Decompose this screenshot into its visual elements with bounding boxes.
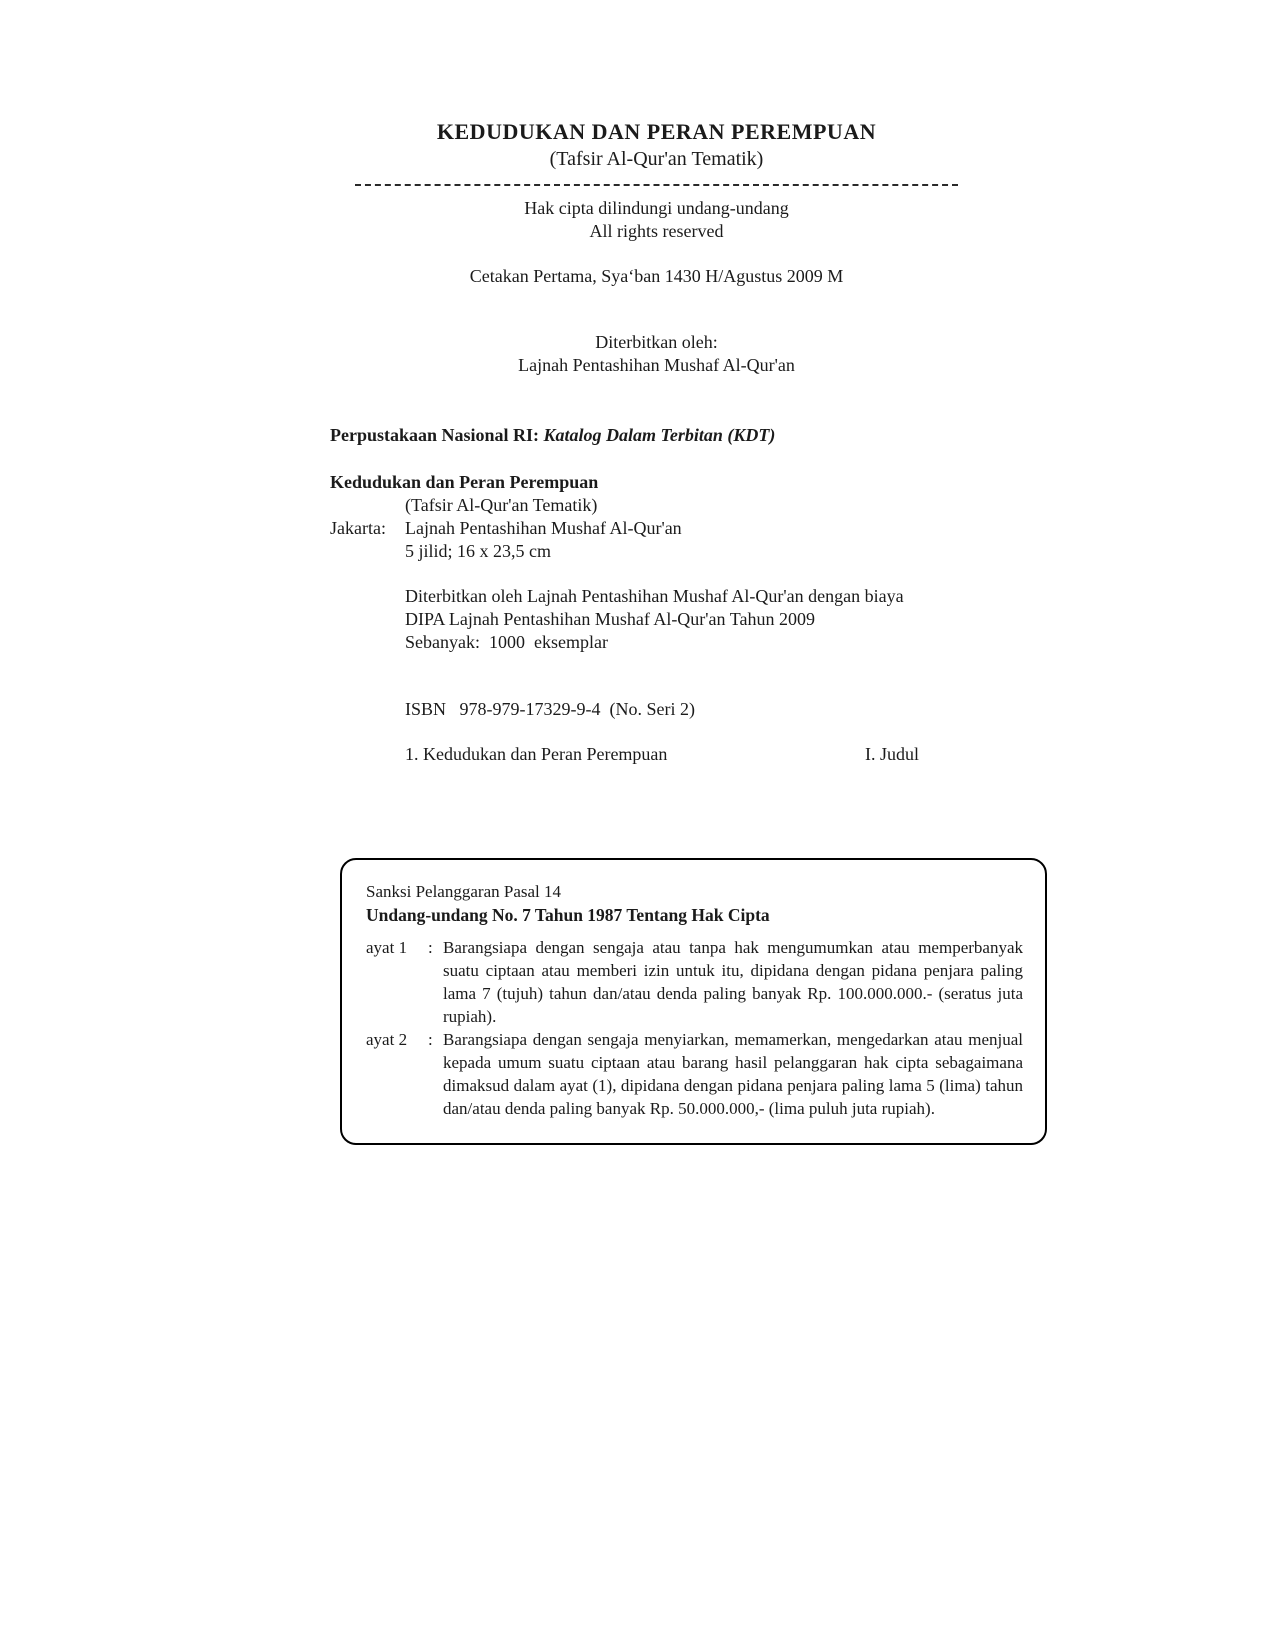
isbn-line: ISBN 978-979-17329-9-4 (No. Seri 2) <box>405 699 695 719</box>
kdt-heading-title: Katalog Dalam Terbitan (KDT) <box>543 425 776 445</box>
clause-separator: : <box>428 1030 433 1049</box>
catalog-city-row <box>330 517 990 540</box>
publisher-name: Lajnah Pentashihan Mushaf Al-Qur'an <box>518 355 795 375</box>
sanction-box <box>340 858 1047 1145</box>
title-block <box>355 118 958 377</box>
page-subtitle: (Tafsir Al-Qur'an Tematik) <box>549 148 764 170</box>
clause-text: Barangsiapa dengan sengaja menyiarkan, memamerkan, mengedarkan atau menjual kepada umum suatu ciptaan atau barang hasil pelanggaran hak cipta sebagaimana dimaksud dalam ayat (1), dipidana dengan pidana penjara paling lama 5 (lima) tahun dan/atau denda paling banyak Rp. 50.000.000,- (lima puluh juta rupiah). <box>443 1030 1023 1118</box>
catalog-entry-subject: 1. Kedudukan dan Peran Perempuan <box>405 744 668 764</box>
kdt-heading-label: Perpustakaan Nasional RI: <box>330 425 544 445</box>
sanction-heading-line2: Undang-undang No. 7 Tahun 1987 Tentang Hak Cipta <box>366 905 770 925</box>
publisher-label: Diterbitkan oleh: <box>595 332 718 352</box>
clause-label: ayat 2 <box>366 1030 408 1049</box>
catalog-entry-title: I. Judul <box>865 744 919 764</box>
catalog-funding <box>330 585 990 654</box>
catalog-book-subtitle: (Tafsir Al-Qur'an Tematik) <box>405 495 598 515</box>
copyright-notice-id: Hak cipta dilindungi undang-undang <box>524 198 789 218</box>
catalog-copies: Sebanyak: 1000 eksemplar <box>405 632 608 652</box>
catalog-city-publisher: Lajnah Pentashihan Mushaf Al-Qur'an <box>405 518 682 538</box>
sanction-heading-line1: Sanksi Pelanggaran Pasal 14 <box>366 882 561 901</box>
clause-label: ayat 1 <box>366 938 408 957</box>
catalog-entry-row <box>330 743 990 766</box>
catalog-block <box>330 424 990 766</box>
catalog-volumes: 5 jilid; 16 x 23,5 cm <box>405 541 551 561</box>
catalog-city-label: Jakarta: <box>330 518 386 538</box>
sanction-clause-list <box>366 936 1023 1120</box>
sanction-clause-row <box>366 1028 1023 1120</box>
copyright-notice-en: All rights reserved <box>589 221 724 241</box>
page-title: KEDUDUKAN DAN PERAN PEREMPUAN <box>436 119 877 144</box>
catalog-funding-line1: Diterbitkan oleh Lajnah Pentashihan Mushaf Al-Qur'an dengan biaya <box>405 586 904 606</box>
divider-dashed-line <box>355 184 958 186</box>
clause-separator: : <box>428 938 433 957</box>
catalog-funding-line2: DIPA Lajnah Pentashihan Mushaf Al-Qur'an Tahun 2009 <box>405 609 815 629</box>
edition-line: Cetakan Pertama, Sya‘ban 1430 H/Agustus 2009 M <box>469 266 844 286</box>
sanction-clause-row <box>366 936 1023 1028</box>
kdt-heading <box>330 424 990 447</box>
clause-text: Barangsiapa dengan sengaja atau tanpa hak mengumumkan atau memperbanyak suatu ciptaan atau memberi izin untuk itu, dipidana dengan pidana penjara paling lama 7 (tujuh) tahun dan/atau denda paling banyak Rp. 100.000.000.- (seratus juta rupiah). <box>443 938 1023 1026</box>
catalog-book-title: Kedudukan dan Peran Perempuan <box>330 472 599 492</box>
